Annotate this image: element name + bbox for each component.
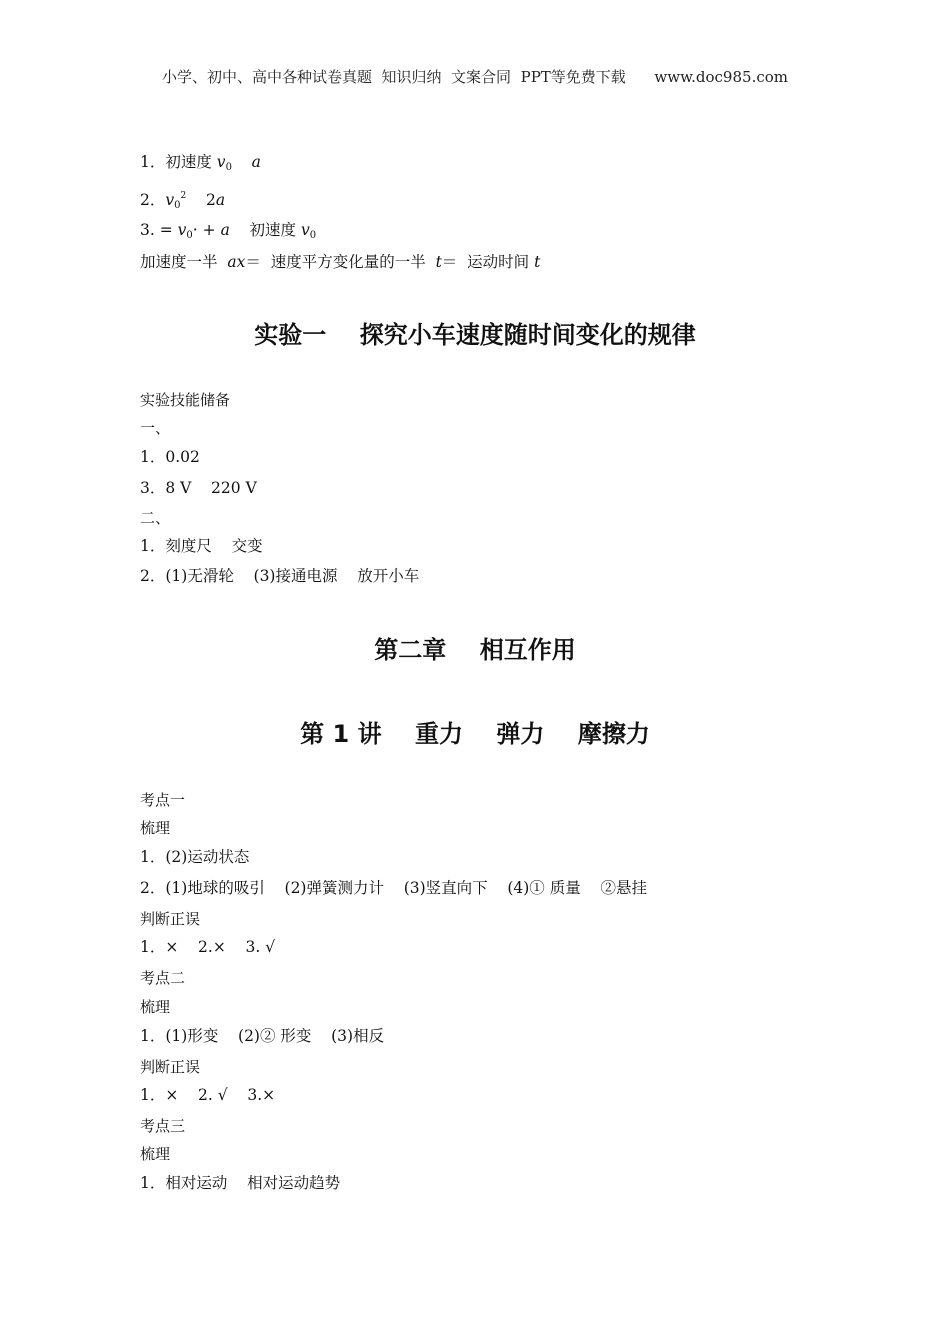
point-2-judge: 判断正误 xyxy=(140,1058,201,1076)
point-2-line-1: 1．(1)形变 (2)② 形变 (3)相反 xyxy=(140,1027,385,1045)
section-one: 一、 xyxy=(140,419,171,437)
exp-item-3: 3．8 V 220 V xyxy=(140,479,257,497)
text: ＝ 运动时间 xyxy=(441,253,535,271)
text: 初速度 xyxy=(249,221,301,239)
text: 3. = xyxy=(140,221,178,239)
subscript: 0 xyxy=(309,230,317,241)
text: · + xyxy=(192,221,221,239)
var: a xyxy=(215,191,226,209)
var: v xyxy=(300,221,310,239)
exp-item-1: 1．0.02 xyxy=(140,448,200,466)
skill-heading: 实验技能储备 xyxy=(140,391,231,409)
point-1-line-2: 2．(1)地球的吸引 (2)弹簧测力计 (3)竖直向下 (4)① 质量 ②悬挂 xyxy=(140,879,647,897)
point-3-sort: 梳理 xyxy=(140,1145,171,1163)
point-3-line-1: 1．相对运动 相对运动趋势 xyxy=(140,1174,341,1192)
chapter-title: 第二章 相互作用 xyxy=(374,636,576,664)
var: ax xyxy=(227,253,246,271)
point-2-heading: 考点二 xyxy=(140,969,186,987)
var: v xyxy=(216,153,226,171)
answer-line-1 xyxy=(140,152,261,178)
point-2-sort: 梳理 xyxy=(140,998,171,1016)
subscript: 0 xyxy=(174,200,181,211)
point-3-heading: 考点三 xyxy=(140,1117,186,1135)
subscript: 0 xyxy=(225,162,232,173)
point-1-answers: 1．× 2.× 3. √ xyxy=(140,938,276,956)
var: a xyxy=(220,221,230,239)
answer-line-2 xyxy=(140,186,225,216)
subscript: 0 xyxy=(186,230,193,241)
text: 2． xyxy=(140,191,166,209)
point-2-answers: 1．× 2. √ 3.× xyxy=(140,1086,276,1104)
var: v xyxy=(177,221,187,239)
text: 2 xyxy=(205,191,216,209)
text: 加速度一半 xyxy=(140,253,228,271)
point-1-judge: 判断正误 xyxy=(140,910,201,928)
var: a xyxy=(251,153,261,171)
text: 1．初速度 xyxy=(140,153,217,171)
page-header: 小学、初中、高中各种试卷真题 知识归纳 文案合同 PPT等免费下载 www.doc985.com xyxy=(161,68,788,86)
lecture-title: 第 1 讲 重力 弹力 摩擦力 xyxy=(300,720,650,748)
var: t xyxy=(435,253,442,271)
exp-item-2-2: 2．(1)无滑轮 (3)接通电源 放开小车 xyxy=(140,567,420,585)
section-two: 二、 xyxy=(140,509,171,527)
point-1-sort: 梳理 xyxy=(140,819,171,837)
text: ＝ 速度平方变化量的一半 xyxy=(245,253,436,271)
var: v xyxy=(165,191,175,209)
exp-item-2-1: 1．刻度尺 交变 xyxy=(140,537,263,555)
var: t xyxy=(534,253,541,271)
experiment-title: 实验一 探究小车速度随时间变化的规律 xyxy=(254,321,696,349)
point-1-heading: 考点一 xyxy=(140,791,186,809)
answer-line-3 xyxy=(140,220,316,246)
superscript: 2 xyxy=(180,191,187,201)
answer-line-4 xyxy=(140,252,540,272)
point-1-line-1: 1．(2)运动状态 xyxy=(140,848,250,866)
